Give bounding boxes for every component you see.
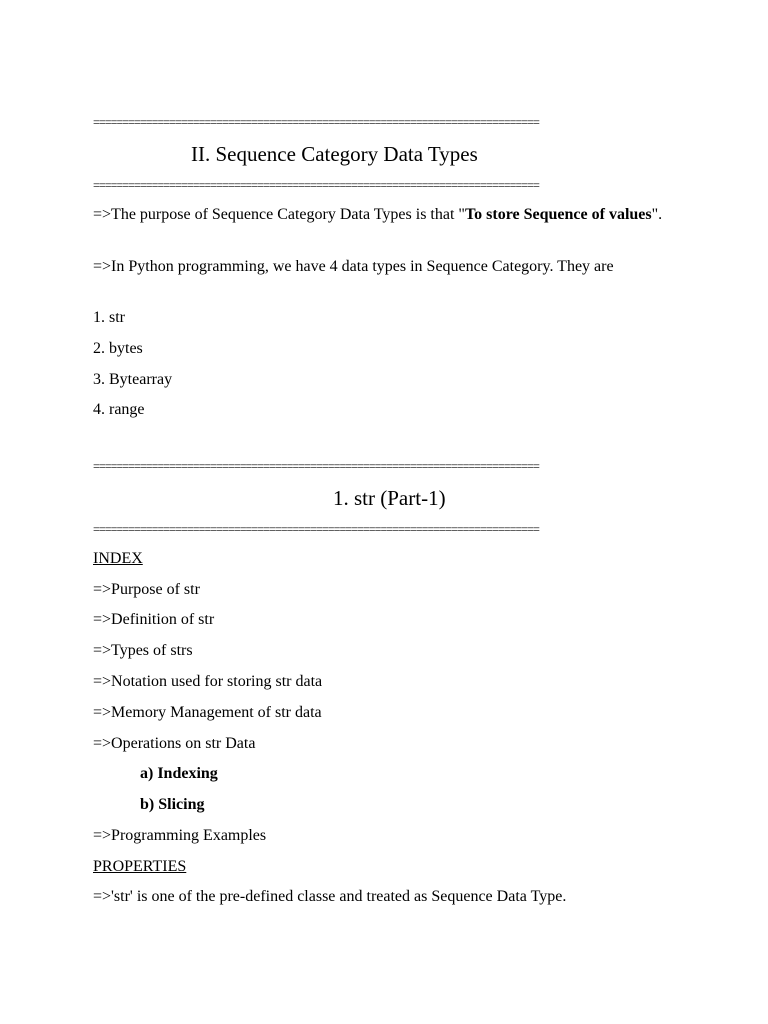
purpose-suffix: ". (651, 206, 663, 223)
purpose-prefix: =>The purpose of Sequence Category Data Types is that " (93, 206, 465, 223)
divider-rule: ============================================================================ (93, 522, 539, 536)
sub-list-item: a) Indexing (140, 765, 218, 782)
index-heading: INDEX (93, 550, 143, 567)
section-title: II. Sequence Category Data Types (191, 142, 478, 166)
list-item: =>Notation used for storing str data (93, 673, 323, 690)
list-item: =>Programming Examples (93, 827, 267, 844)
intro-paragraph: =>In Python programming, we have 4 data types in Sequence Category. They are (93, 258, 614, 275)
list-item: =>Definition of str (93, 611, 215, 628)
list-item: 2. bytes (93, 340, 143, 357)
properties-heading: PROPERTIES (93, 858, 187, 875)
list-item: 3. Bytearray (93, 371, 173, 388)
list-item: 4. range (93, 401, 145, 418)
list-item: =>Operations on str Data (93, 735, 256, 752)
purpose-emphasis: To store Sequence of values (464, 206, 652, 223)
section-title: 1. str (Part-1) (333, 486, 446, 510)
sub-list-item: b) Slicing (140, 796, 205, 813)
list-item: =>Types of strs (93, 642, 193, 659)
list-item: =>'str' is one of the pre-defined classe and treated as Sequence Data Type. (93, 888, 567, 905)
list-item: 1. str (93, 309, 125, 326)
divider-rule: ============================================================================ (93, 178, 539, 192)
divider-rule: ============================================================================ (93, 115, 539, 129)
list-item: =>Purpose of str (93, 581, 200, 598)
list-item: =>Memory Management of str data (93, 704, 322, 721)
divider-rule: ============================================================================ (93, 459, 539, 473)
purpose-paragraph (93, 204, 673, 225)
